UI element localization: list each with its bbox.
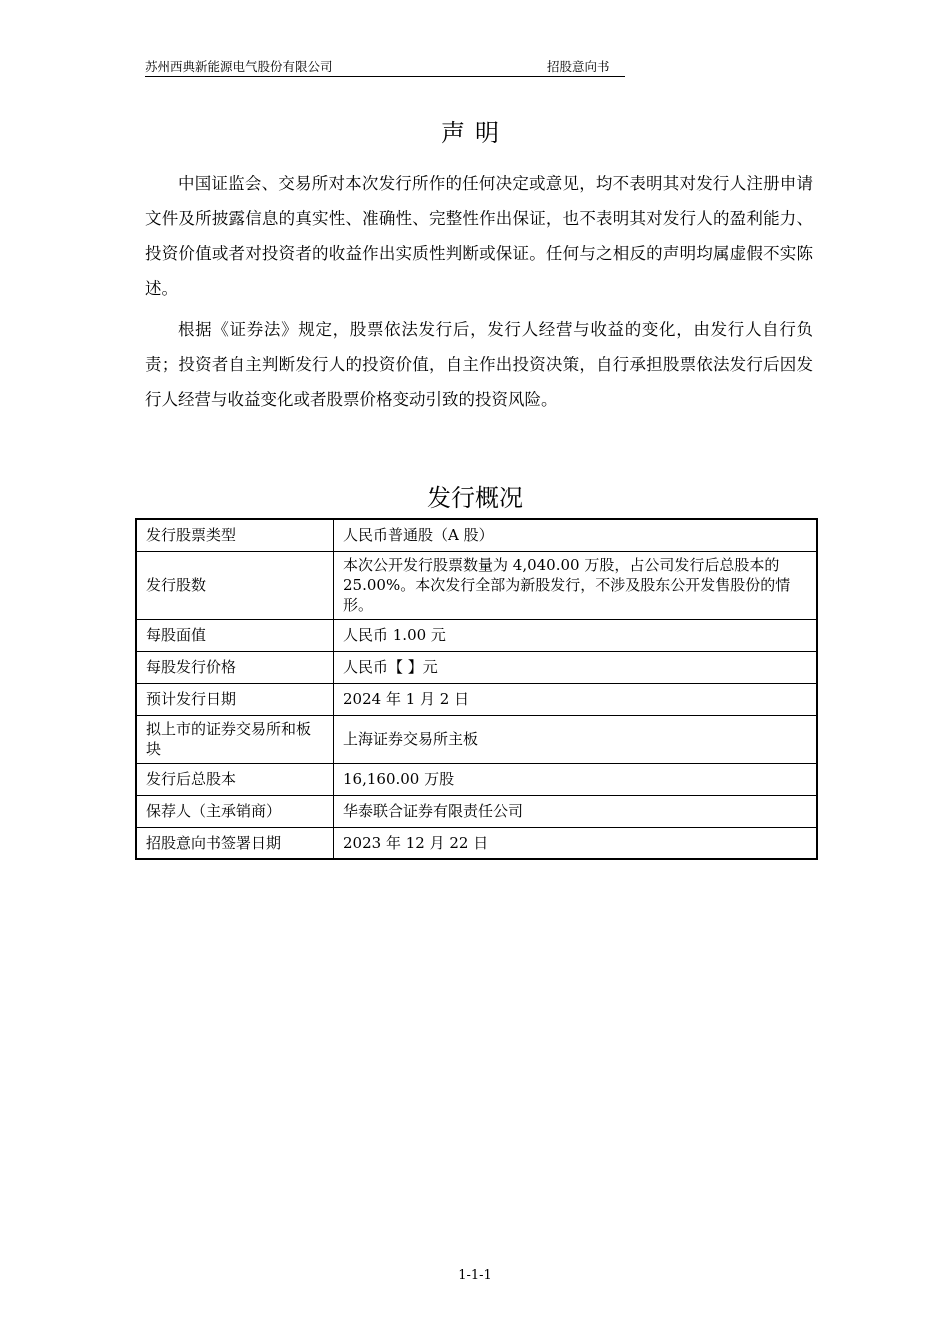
table-row (136, 519, 817, 551)
statement-paragraph-2: 根据《证券法》规定，股票依法发行后，发行人经营与收益的变化，由发行人自行负责；投资者自主判断发行人的投资价值，自主作出投资决策，自行承担股票依法发行后因发行人经营与收益变化或者股票价格变动引致的投资风险。 (145, 320, 813, 409)
row-value: 2024 年 1 月 2 日 (334, 683, 818, 715)
row-label: 拟上市的证券交易所和板块 (136, 715, 334, 763)
table-row (136, 683, 817, 715)
table-row (136, 551, 817, 619)
table-row (136, 795, 817, 827)
row-value: 本次公开发行股票数量为 4,040.00 万股，占公司发行后总股本的 25.00%。本次发行全部为新股发行，不涉及股东公开发售股份的情形。 (334, 551, 818, 619)
row-value: 16,160.00 万股 (334, 763, 818, 795)
row-value: 人民币普通股（A 股） (334, 519, 818, 551)
table-row (136, 763, 817, 795)
row-value: 人民币【 】元 (334, 651, 818, 683)
overview-title: 发行概况 (427, 484, 523, 512)
offering-overview-table (135, 518, 818, 860)
table-row (136, 827, 817, 859)
header-company-name: 苏州西典新能源电气股份有限公司 (145, 59, 333, 74)
row-value: 人民币 1.00 元 (334, 619, 818, 651)
row-label: 发行股数 (136, 551, 334, 619)
table-row (136, 715, 817, 763)
row-label: 预计发行日期 (136, 683, 334, 715)
statement-paragraph-1: 中国证监会、交易所对本次发行所作的任何决定或意见，均不表明其对发行人注册申请文件及所披露信息的真实性、准确性、完整性作出保证，也不表明其对发行人的盈利能力、投资价值或者对投资者的收益作出实质性判断或保证。任何与之相反的声明均属虚假不实陈述。 (145, 174, 813, 298)
row-value: 2023 年 12 月 22 日 (334, 827, 818, 859)
statement-title: 声明 (441, 119, 509, 147)
row-label: 每股面值 (136, 619, 334, 651)
page-number: 1-1-1 (458, 1268, 492, 1283)
table-row (136, 651, 817, 683)
row-label: 发行后总股本 (136, 763, 334, 795)
row-value: 华泰联合证券有限责任公司 (334, 795, 818, 827)
table-row (136, 619, 817, 651)
row-label: 保荐人（主承销商） (136, 795, 334, 827)
row-label: 招股意向书签署日期 (136, 827, 334, 859)
row-label: 发行股票类型 (136, 519, 334, 551)
page-header (145, 58, 625, 77)
row-value: 上海证券交易所主板 (334, 715, 818, 763)
row-label: 每股发行价格 (136, 651, 334, 683)
header-document-type: 招股意向书 (547, 59, 610, 74)
